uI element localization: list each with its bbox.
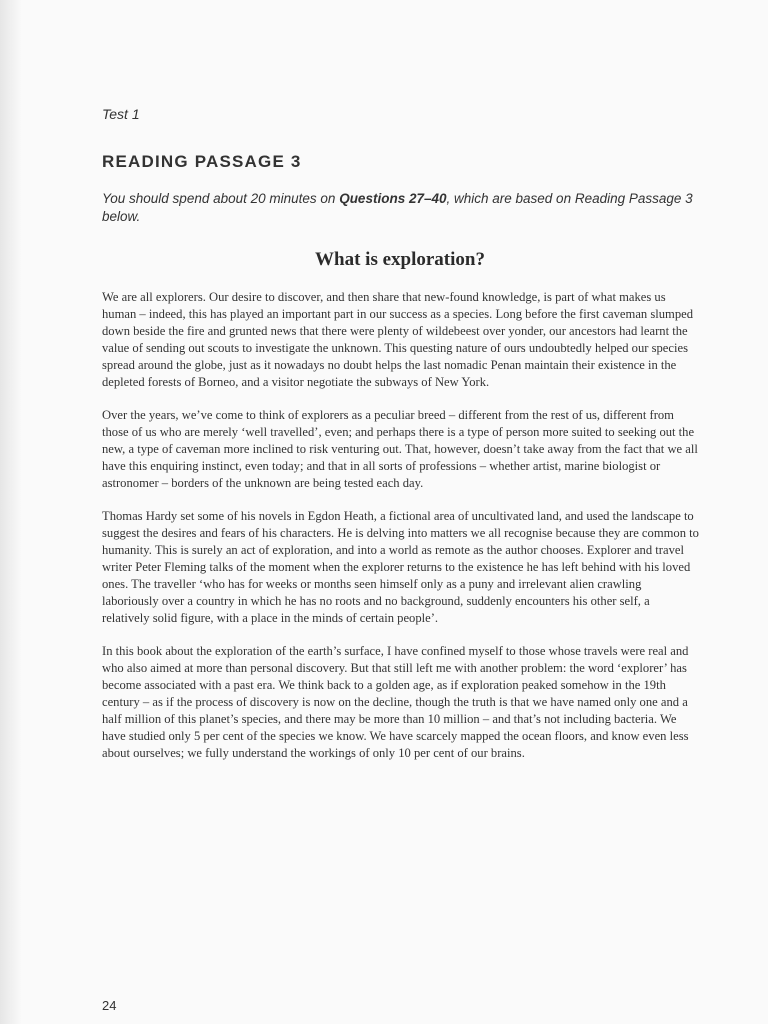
test-label: Test 1 (102, 106, 140, 122)
instructions-text-before: You should spend about 20 minutes on (102, 191, 340, 206)
passage-body (102, 289, 700, 778)
page-number: 24 (102, 998, 117, 1013)
section-title: READING PASSAGE 3 (102, 152, 302, 171)
passage-paragraph-1: We are all explorers. Our desire to discover, and then share that new-found knowledge, is part of what makes us human – indeed, this has played an important part in our success as a species. Long before the first caveman slumped down beside the fire and grunted news that there were plenty of wildebeest over yonder, our ancestors had learnt the value of sending out scouts to investigate the unknown. This questing nature of ours undoubtedly helped our species spread around the globe, just as it nowadays no doubt helps the last nomadic Penan maintain their existence in the depleted forests of Borneo, and a visitor negotiate the subways of New York. (102, 290, 694, 389)
passage-paragraph-3: Thomas Hardy set some of his novels in Egdon Heath, a fictional area of uncultivated land, and used the landscape to suggest the desires and fears of his characters. He is delving into matters we all recognise because they are common to humanity. This is surely an act of exploration, and into a world as remote as the author chooses. Explorer and travel writer Peter Fleming talks of the moment when the explorer returns to the existence he has left behind with his loved ones. The traveller ‘who has for weeks or months seen himself only as a puny and irrelevant alien crawling laboriously over a country in which he has no roots and no background, suddenly encounters his other self, a relatively solid figure, with a place in the minds of certain people’. (102, 509, 699, 625)
passage-paragraph-4: In this book about the exploration of the earth’s surface, I have confined myself to those whose travels were real and who also aimed at more than personal discovery. But that still left me with another problem: the word ‘explorer’ has become associated with a past era. We think back to a golden age, as if exploration peaked somehow in the 19th century – as if the process of discovery is now on the decline, though the truth is that we have named only one and a half million of this planet’s species, and there may be more than 10 million – and that’s not including bacteria. We have studied only 5 per cent of the species we know. We have scarcely mapped the ocean floors, and know even less about ourselves; we fully understand the workings of only 10 per cent of our brains. (102, 644, 689, 760)
passage-paragraph-2: Over the years, we’ve come to think of explorers as a peculiar breed – different from the rest of us, different from those of us who are merely ‘well travelled’, even; and perhaps there is a type of person more suited to seeking out the new, a type of caveman more inclined to risk venturing out. That, however, doesn’t take away from the fact that we all have this enquiring instinct, even today; and that in all sorts of professions – whether artist, marine biologist or astronomer – borders of the unknown are being tested each day. (102, 408, 698, 490)
passage-title: What is exploration? (315, 249, 485, 270)
instructions-text-after: , which are based on Reading Passage 3 below. (102, 191, 693, 224)
page-binding-shadow (0, 0, 22, 1024)
instructions (102, 190, 712, 226)
instructions-questions-range: Questions 27–40 (339, 191, 447, 206)
